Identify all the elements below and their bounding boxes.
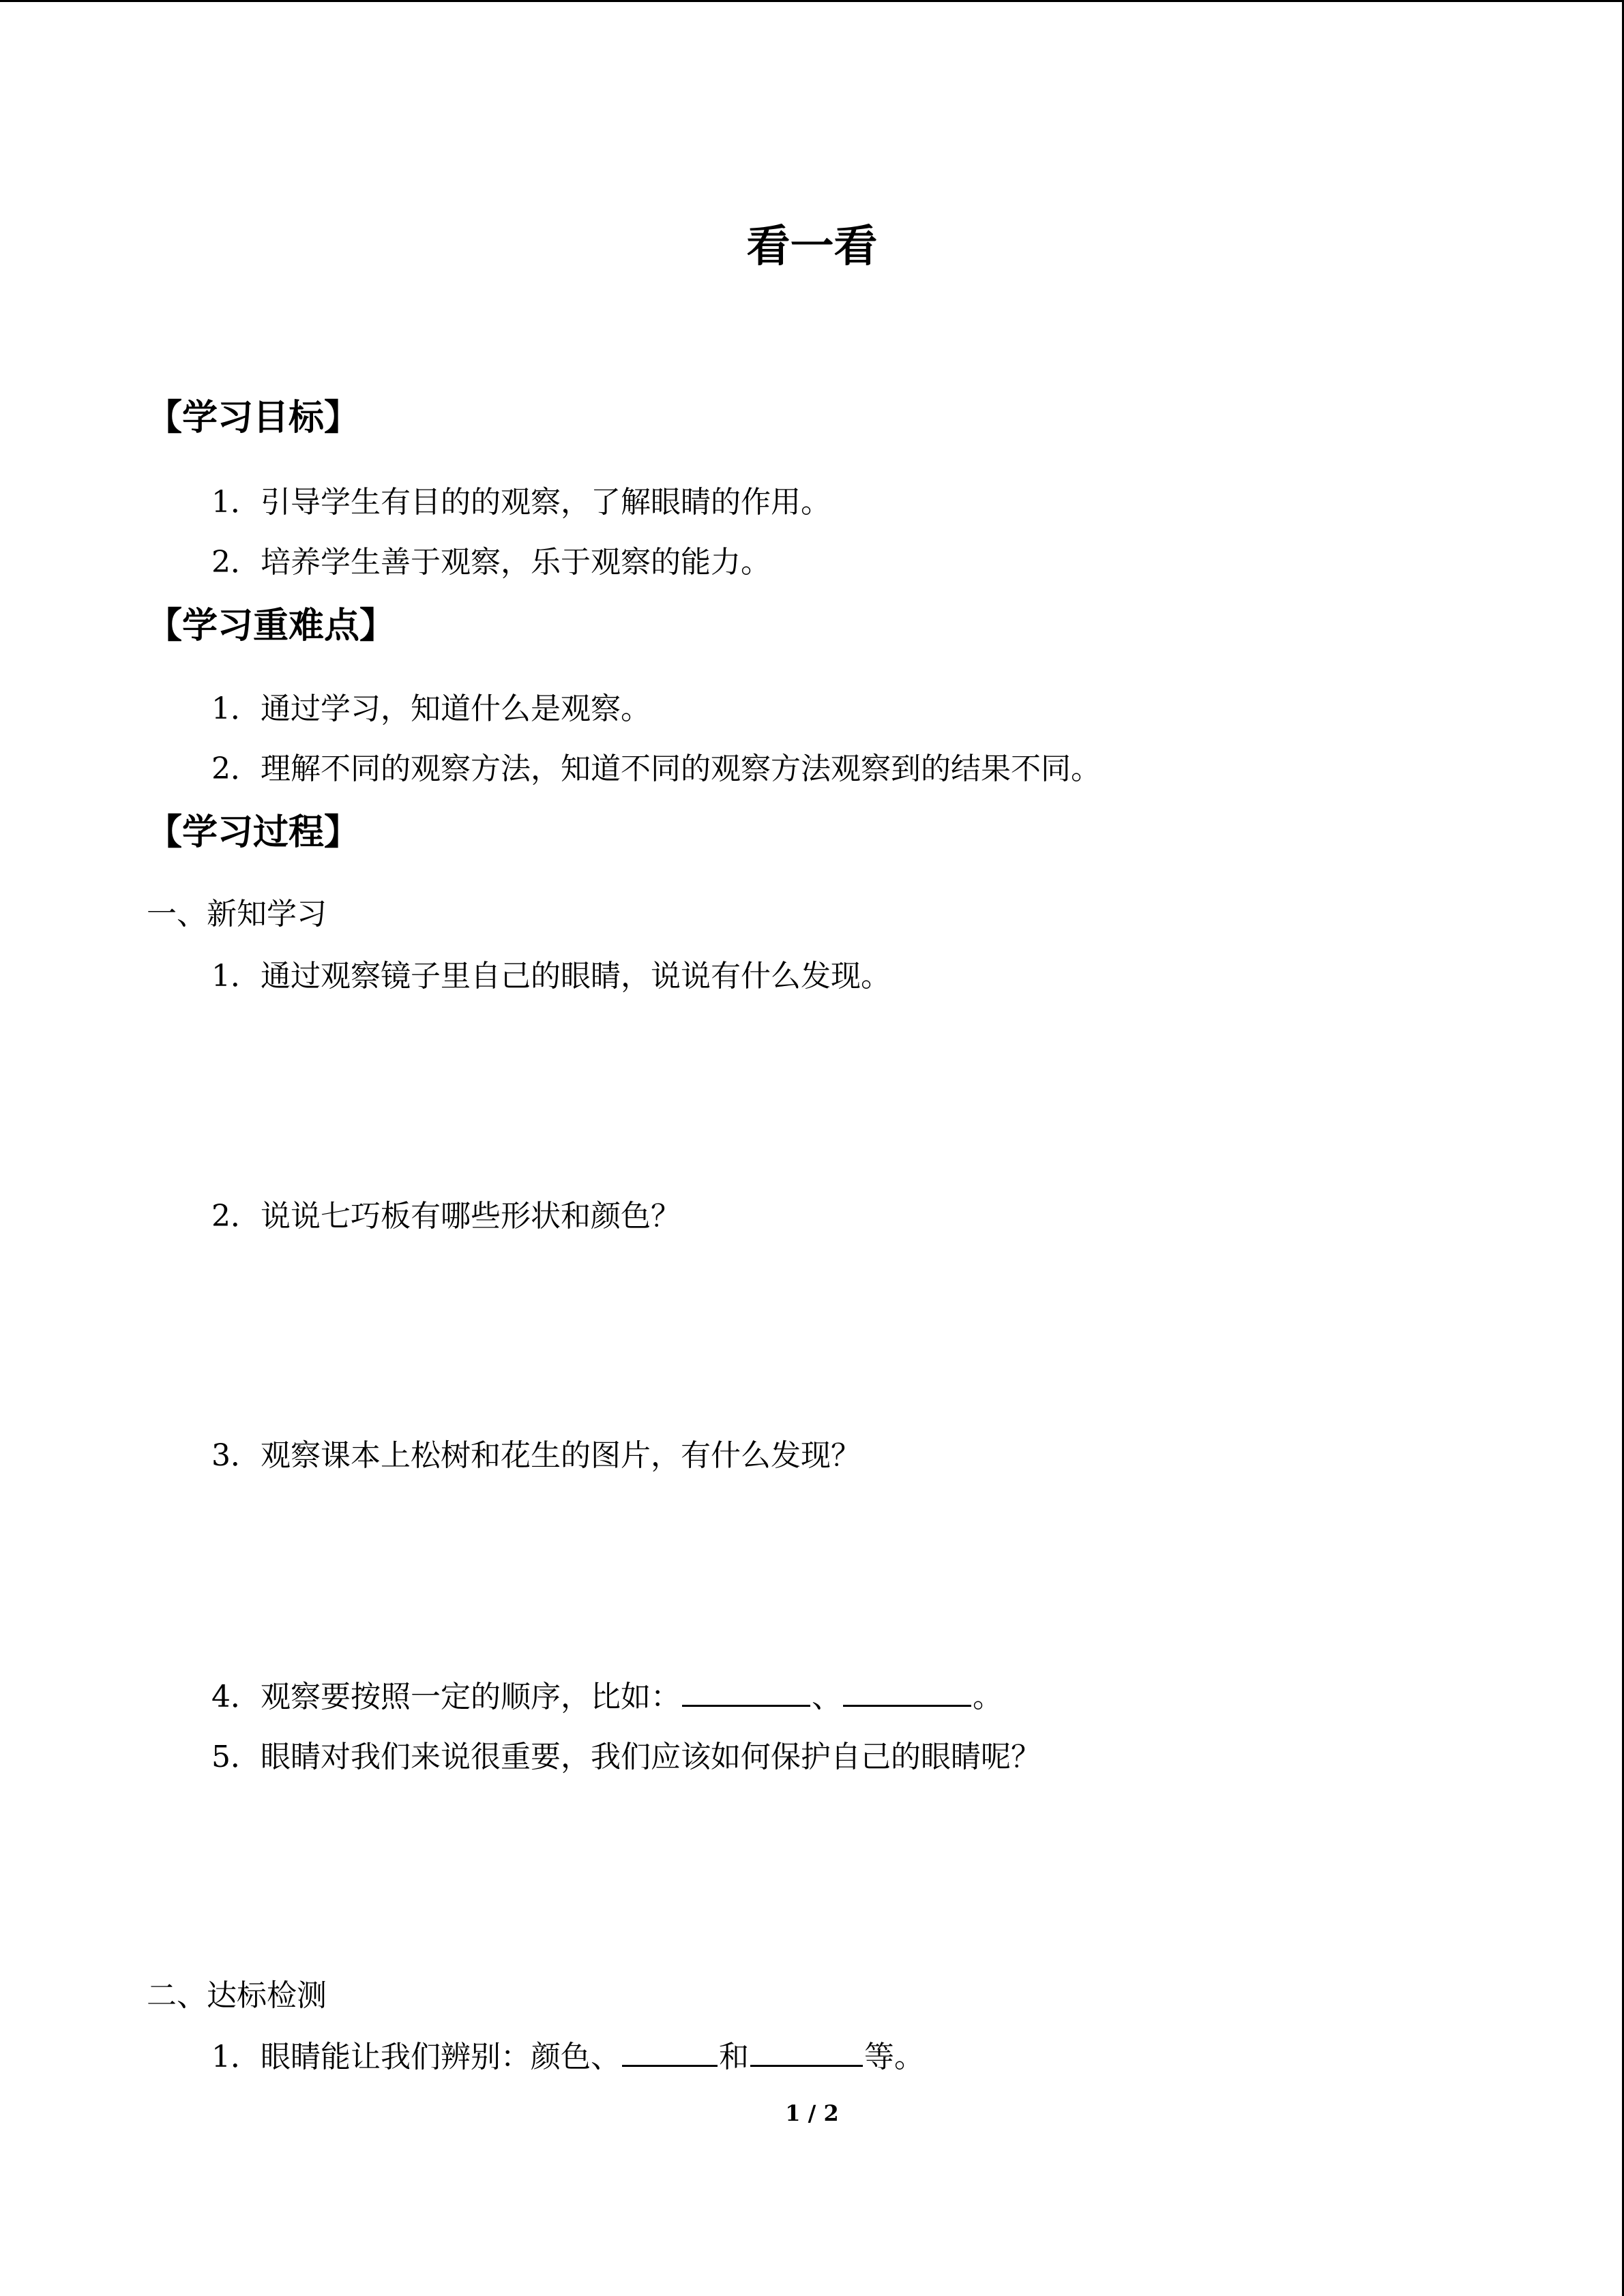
- assessment-item-1: [211, 2032, 924, 2076]
- process-item-4-end: 。: [973, 1680, 1003, 1714]
- fill-blank-2[interactable]: [843, 1675, 971, 1707]
- fill-blank-4[interactable]: [750, 2035, 863, 2067]
- process-item-3: 3．观察课本上松树和花生的图片，有什么发现？: [211, 1438, 861, 1473]
- heading-learning-process: 【学习过程】: [147, 812, 360, 853]
- fill-blank-1[interactable]: [682, 1675, 810, 1707]
- page-title: 看一看: [746, 222, 878, 272]
- section-assessment: 二、达标检测: [147, 1978, 327, 2013]
- process-item-4-separator: 、: [812, 1680, 842, 1714]
- fill-blank-3[interactable]: [622, 2035, 718, 2067]
- process-item-4: [211, 1672, 1003, 1716]
- process-item-5: 5．眼睛对我们来说很重要，我们应该如何保护自己的眼睛呢？: [211, 1740, 1041, 1774]
- process-item-4-text: 4．观察要按照一定的顺序，比如：: [211, 1680, 681, 1714]
- key-point-item-1: 1．通过学习，知道什么是观察。: [211, 691, 651, 726]
- goal-item-2: 2．培养学生善于观察，乐于观察的能力。: [211, 545, 771, 580]
- assessment-item-1-text: 1．眼睛能让我们辨别：颜色、: [211, 2040, 621, 2074]
- assessment-item-1-end: 等。: [864, 2040, 924, 2074]
- goal-item-1: 1．引导学生有目的的观察，了解眼睛的作用。: [211, 485, 831, 520]
- page-border-top: [0, 0, 1624, 2]
- heading-learning-goals: 【学习目标】: [147, 398, 360, 438]
- assessment-item-1-and: 和: [719, 2040, 749, 2074]
- section-new-knowledge: 一、新知学习: [147, 897, 327, 931]
- page-number: 1 / 2: [785, 2100, 839, 2126]
- heading-key-points: 【学习重难点】: [147, 606, 396, 646]
- process-item-1: 1．通过观察镜子里自己的眼睛，说说有什么发现。: [211, 959, 891, 994]
- process-item-2: 2．说说七巧板有哪些形状和颜色？: [211, 1199, 681, 1234]
- key-point-item-2: 2．理解不同的观察方法，知道不同的观察方法观察到的结果不同。: [211, 751, 1101, 786]
